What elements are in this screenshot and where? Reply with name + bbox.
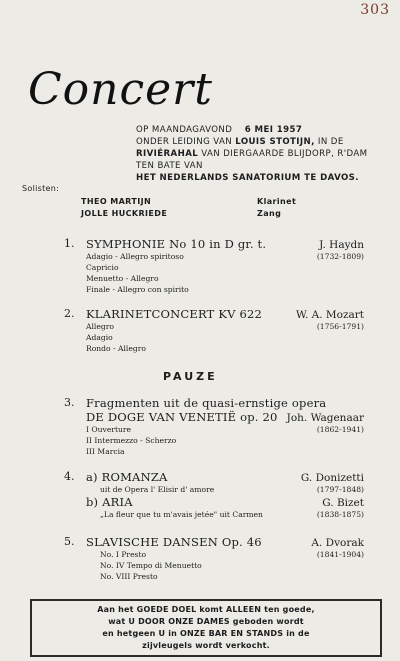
work-title: KLARINETCONCERT KV 622 <box>86 307 263 321</box>
intro-text: TEN BATE VAN <box>136 161 203 171</box>
program-item-4 <box>64 470 364 520</box>
page-title: Concert <box>28 64 213 115</box>
charity-notice <box>30 599 382 657</box>
movement: I Ouverture <box>86 425 132 434</box>
notice-line: wat U DOOR ONZE DAMES geboden wordt <box>108 617 304 626</box>
notice-line: en hetgeen U in ONZE BAR EN STANDS in de <box>102 629 310 638</box>
soloists-list <box>81 196 301 220</box>
composer-years: (1732-1809) <box>316 252 364 261</box>
movement: Finale - Allegro con spirito <box>86 285 189 294</box>
work-title: a) ROMANZA <box>86 470 168 484</box>
item-number: 5. <box>64 535 75 548</box>
composer-name: G. Bizet <box>322 497 364 509</box>
program-item-3 <box>64 396 364 457</box>
work-title: DE DOGE VAN VENETIË op. 20 <box>86 410 278 424</box>
notice-line: Aan het GOEDE DOEL komt ALLEEN ten goede, <box>97 605 315 614</box>
item-number: 4. <box>64 470 75 483</box>
item-number: 2. <box>64 307 75 320</box>
composer-name: Joh. Wagenaar <box>286 412 364 424</box>
composer-name: G. Donizetti <box>300 472 364 484</box>
soloist-role: Klarinet <box>257 197 297 206</box>
movement: Capricio <box>86 263 119 272</box>
intermission-heading: PAUZE <box>163 370 218 383</box>
composer-name: J. Haydn <box>319 239 364 251</box>
concert-date: 6 MEI 1957 <box>244 125 303 135</box>
intro-text: ONDER LEIDING VAN <box>136 137 233 147</box>
program-item-5 <box>64 535 364 582</box>
movement: No. I Presto <box>100 550 147 559</box>
movement: Adagio - Allegro spiritoso <box>86 252 184 261</box>
intro-text: VAN DIERGAARDE BLIJDORP, R'DAM <box>201 149 368 159</box>
soloist-row <box>81 196 301 208</box>
composer-name: A. Dvorak <box>311 537 364 549</box>
beneficiary-name: HET NEDERLANDS SANATORIUM TE DAVOS. <box>136 173 359 183</box>
composer-years: (1841-1904) <box>316 550 364 559</box>
intro-text: OP MAANDAGAVOND <box>136 125 233 135</box>
work-subtitle: „La fleur que tu m'avais jetée" uit Carmen <box>100 510 263 519</box>
venue-name: RIVIÉRAHAL <box>136 149 199 159</box>
composer-years: (1797-1848) <box>316 485 364 494</box>
movement: Allegro <box>86 322 114 331</box>
movement: Menuetto - Allegro <box>86 274 159 283</box>
movement: Rondo - Allegro <box>86 344 146 353</box>
work-title: b) ARIA <box>86 495 133 509</box>
work-title: SLAVISCHE DANSEN Op. 46 <box>86 535 262 549</box>
composer-years: (1862-1941) <box>316 425 364 434</box>
movement: No. VIII Presto <box>100 572 158 581</box>
item-number: 1. <box>64 237 75 250</box>
work-title: SYMPHONIE No 10 in D gr. t. <box>86 237 267 251</box>
soloist-name: JOLLE HUCKRIEDE <box>81 209 168 218</box>
soloist-role: Zang <box>257 209 282 218</box>
soloist-name: THEO MARTIJN <box>81 197 152 206</box>
soloist-row <box>81 208 301 220</box>
program-item-1 <box>64 237 364 295</box>
work-intro: Fragmenten uit de quasi-ernstige opera <box>86 396 327 410</box>
composer-years: (1838-1875) <box>316 510 364 519</box>
movement: II Intermezzo - Scherzo <box>86 436 177 445</box>
intro-text: IN DE <box>317 137 344 147</box>
concert-intro <box>136 124 398 184</box>
composer-name: W. A. Mozart <box>296 309 364 321</box>
work-subtitle: uit de Opera l' Elisir d' amore <box>100 485 215 494</box>
movement: No. IV Tempo di Menuetto <box>100 561 202 570</box>
page-number: 303 <box>360 2 390 18</box>
composer-years: (1756-1791) <box>316 322 364 331</box>
item-number: 3. <box>64 396 75 409</box>
program-item-2 <box>64 307 364 354</box>
soloists-label: Solisten: <box>22 184 60 193</box>
movement: Adagio <box>86 333 113 342</box>
movement: III Marcia <box>86 447 125 456</box>
notice-line: zijvleugels wordt verkocht. <box>142 641 270 650</box>
conductor-name: LOUIS STOTIJN, <box>235 137 315 147</box>
